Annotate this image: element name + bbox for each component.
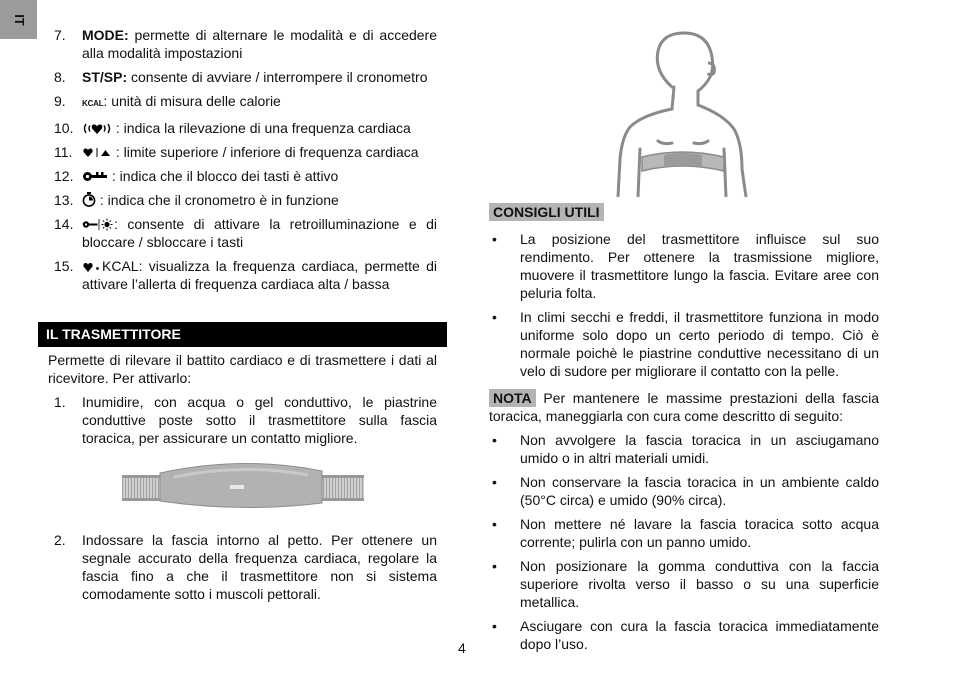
note-label: NOTA <box>489 389 536 407</box>
list-item <box>48 215 437 251</box>
item-text <box>82 167 437 185</box>
bullet: • <box>492 558 497 574</box>
list-item <box>48 257 437 293</box>
item-text <box>82 119 437 137</box>
list-item <box>489 515 879 551</box>
item-desc: : indica la rilevazione di una frequenza cardiaca <box>112 120 411 136</box>
transmitter-heading: IL TRASMETTITORE <box>38 322 447 347</box>
item-desc: : limite superiore / inferiore di frequenza cardiaca <box>112 144 419 160</box>
tip-text: La posizione del trasmettitore influisce sul suo rendimento. Per ottenere la trasmissione migliore, muovere il trasmettitore lungo la fascia. Evitare aree con peluria folta. <box>520 231 879 301</box>
heart-pulse-icon <box>82 122 112 135</box>
list-item <box>48 68 437 86</box>
list-item <box>48 191 437 209</box>
item-text <box>82 215 437 251</box>
item-desc: : unità di misura delle calorie <box>103 93 281 109</box>
kcal-label: KCAL <box>102 258 139 274</box>
note-paragraph <box>489 389 879 425</box>
language-tab <box>0 0 37 39</box>
heart-icon <box>82 260 102 273</box>
list-item <box>48 26 437 62</box>
item-number: 12. <box>54 168 74 184</box>
note-item-text: Non mettere né lavare la fascia toracica sotto acqua corrente; pulirla con un panno umido. <box>520 516 879 550</box>
list-item <box>489 230 879 302</box>
item-text <box>82 257 437 293</box>
bullet: • <box>492 432 497 448</box>
list-item <box>489 308 879 380</box>
bullet: • <box>492 474 497 490</box>
note-text: Per mantenere le massime prestazioni della fascia toracica, maneggiarla con cura come descritto di seguito: <box>489 390 879 424</box>
item-number: 10. <box>54 120 74 136</box>
heart-limit-icon <box>82 146 112 159</box>
item-desc: : indica che il blocco dei tasti è attivo <box>108 168 339 184</box>
key-lock-icon <box>82 170 108 183</box>
item-desc: consente di avviare / interrompere il cronometro <box>127 69 428 85</box>
note-item-text: Asciugare con cura la fascia toracica immediatamente dopo l’uso. <box>520 618 879 652</box>
item-key: ST/SP: <box>82 69 128 85</box>
note-list <box>489 431 879 653</box>
item-text <box>82 143 437 161</box>
item-number: 13. <box>54 192 74 208</box>
item-desc: : visualizza la frequenza cardiaca, permette di attivare l’allerta di frequenza cardiaca alta / bassa <box>82 258 437 292</box>
bullet: • <box>492 309 497 325</box>
note-item-text: Non conservare la fascia toracica in un ambiente caldo (50°C circa) e umido (90% circa). <box>520 474 879 508</box>
item-number: 14. <box>54 216 74 232</box>
tips-list <box>489 230 879 380</box>
list-item <box>489 473 879 509</box>
item-desc: permette di alternare le modalità e di accedere alla modalità impostazioni <box>82 27 437 61</box>
left-column <box>48 26 437 609</box>
body-strap-image <box>612 29 752 197</box>
list-item <box>48 119 437 137</box>
right-column <box>489 0 879 659</box>
list-item <box>489 557 879 611</box>
list-item <box>48 92 437 113</box>
key-light-icon <box>82 218 114 231</box>
item-desc: : indica che il cronometro è in funzione <box>96 192 339 208</box>
page-number: 4 <box>458 640 466 656</box>
item-number: 11. <box>54 144 73 160</box>
tip-text: In climi secchi e freddi, il trasmettitore funziona in modo uniforme solo dopo un certo periodo di tempo. Ciò è normale poichè le piastrine conduttive necessitano di un velo di sudore per migliorare il contatto con la pelle. <box>520 309 879 379</box>
bullet: • <box>492 231 497 247</box>
list-item <box>489 617 879 653</box>
step-1 <box>48 393 437 447</box>
bullet: • <box>492 618 497 634</box>
note-item-text: Non posizionare la gomma conduttiva con la faccia superiore rivolta verso il basso o su una superficie metallica. <box>520 558 879 610</box>
item-number: 7. <box>54 27 66 43</box>
kcal-icon: KCAL <box>82 99 104 108</box>
step-2 <box>48 531 437 603</box>
item-text <box>82 26 437 62</box>
step-number: 1. <box>54 394 66 410</box>
note-item-text: Non avvolgere la fascia toracica in un asciugamano umido o in altri materiali umidi. <box>520 432 879 466</box>
item-text <box>82 191 437 209</box>
list-item <box>48 167 437 185</box>
item-number: 9. <box>54 93 66 109</box>
transmitter-intro: Permette di rilevare il battito cardiaco e di trasmettere i dati al ricevitore. Per attivarlo: <box>48 352 437 386</box>
step-text: Inumidire, con acqua o gel conduttivo, le piastrine conduttive poste sotto il trasmettitore sulla fascia toracica, per assicurare un contatto migliore. <box>82 394 437 446</box>
list-item <box>48 143 437 161</box>
tips-heading: CONSIGLI UTILI <box>489 203 604 221</box>
item-text <box>82 68 437 86</box>
item-desc: : consente di attivare la retroilluminazione e di bloccare / sbloccare i tasti <box>82 216 437 250</box>
item-number: 15. <box>54 258 74 274</box>
chest-strap-image <box>122 459 364 513</box>
bullet: • <box>492 516 497 532</box>
tips-section <box>489 203 879 221</box>
feature-list <box>48 26 437 293</box>
language-tab-label: IT <box>11 13 27 26</box>
list-item <box>489 431 879 467</box>
item-text <box>82 92 437 113</box>
item-key: MODE: <box>82 27 129 43</box>
step-text: Indossare la fascia intorno al petto. Per ottenere un segnale accurato della frequenza cardiaca, regolare la fascia fino a che il trasmettitore non si sistema comodamente sotto i muscoli pettorali. <box>82 532 437 602</box>
item-number: 8. <box>54 69 66 85</box>
stopwatch-icon <box>82 192 96 207</box>
step-number: 2. <box>54 532 66 548</box>
